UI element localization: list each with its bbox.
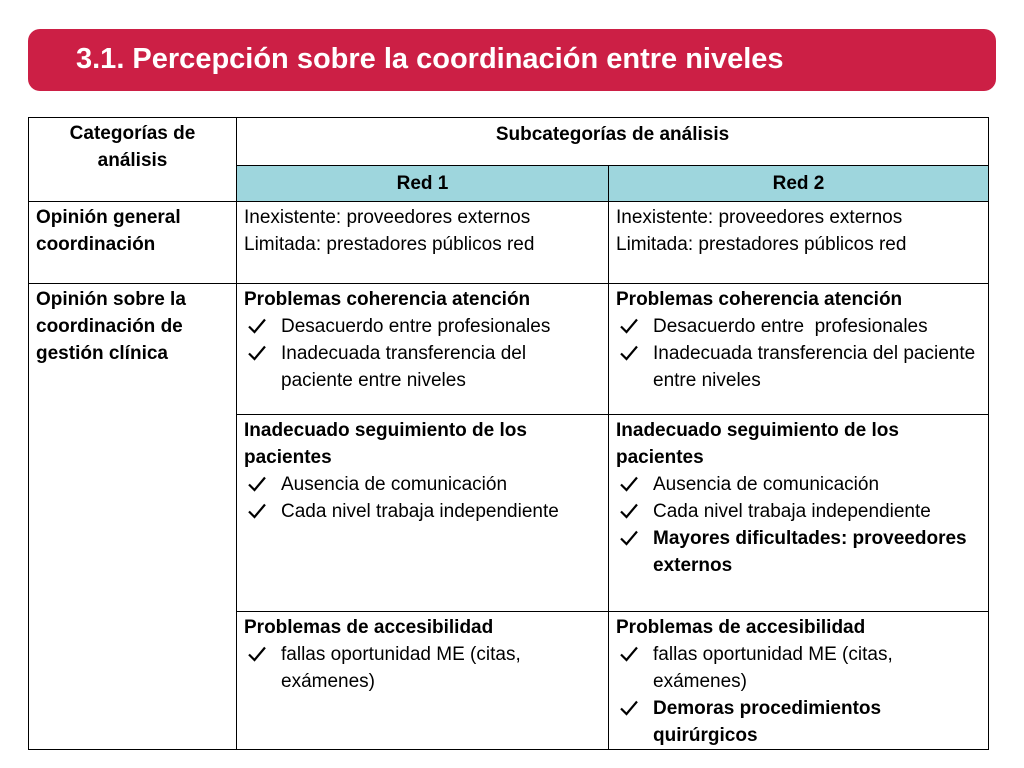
checklist-item-text: Ausencia de comunicación (653, 474, 880, 495)
checklist-item-text: Inadecuada transferencia del paciente entre niveles (281, 343, 527, 391)
header-red-2: Red 2 (609, 166, 989, 202)
checklist-item-text: fallas oportunidad ME (citas, exámenes) (653, 644, 893, 692)
checkmark-icon (248, 646, 266, 662)
checklist-item (244, 340, 601, 394)
checkmark-icon (620, 646, 638, 662)
cell-heading: Problemas coherencia atención (616, 289, 903, 310)
checklist-item (244, 498, 601, 525)
checklist (616, 313, 981, 394)
checkmark-icon (620, 700, 638, 716)
header-row (29, 118, 989, 166)
category-clinical: Opinión sobre la coordinación de gestión clínica (29, 284, 237, 750)
checklist (244, 641, 601, 695)
checklist (616, 471, 981, 579)
checklist-item (616, 471, 981, 498)
checkmark-icon (620, 503, 638, 519)
checkmark-icon (248, 345, 266, 361)
cell-line: Limitada: prestadores públicos red (616, 234, 907, 255)
checkmark-icon (248, 318, 266, 334)
checklist-item (616, 641, 981, 695)
header-subcategories: Subcategorías de análisis (237, 118, 989, 166)
title-bar (28, 29, 996, 91)
checklist-item-text: Ausencia de comunicación (281, 474, 508, 495)
checkmark-icon (248, 503, 266, 519)
checklist-item-text: Mayores dificultades: proveedores externos (653, 528, 967, 576)
checklist-item (616, 498, 981, 525)
checklist-item (244, 313, 601, 340)
checkmark-icon (620, 318, 638, 334)
checkmark-icon (248, 476, 266, 492)
category-general: Opinión general coordinación (29, 202, 237, 284)
cell-line: Inexistente: proveedores externos (616, 207, 903, 228)
cell-red-1 (237, 612, 609, 750)
table-row (29, 202, 989, 284)
analysis-table (28, 117, 989, 750)
checklist-item-text: Inadecuada transferencia del paciente entre niveles (653, 343, 976, 391)
checkmark-icon (620, 476, 638, 492)
cell-red-1 (237, 202, 609, 284)
table-row (29, 284, 989, 415)
cell-red-2 (609, 284, 989, 415)
cell-red-1 (237, 284, 609, 415)
checklist-item-text: Desacuerdo entre profesionales (281, 316, 551, 337)
header-categories: Categorías de análisis (29, 118, 237, 202)
cell-line: Inexistente: proveedores externos (244, 207, 531, 228)
checklist-item (616, 313, 981, 340)
cell-red-2 (609, 415, 989, 612)
cell-red-1 (237, 415, 609, 612)
checklist (616, 641, 981, 749)
header-red-1: Red 1 (237, 166, 609, 202)
checklist-item (244, 641, 601, 695)
checkmark-icon (620, 345, 638, 361)
cell-red-2 (609, 202, 989, 284)
checklist-item (616, 340, 981, 394)
checklist-item-text: Desacuerdo entre profesionales (653, 316, 928, 337)
checklist-item-text: Cada nivel trabaja independiente (281, 501, 559, 522)
cell-heading: Inadecuado seguimiento de los pacientes (244, 420, 527, 468)
cell-heading: Problemas de accesibilidad (616, 617, 866, 638)
checklist-item-text: Demoras procedimientos quirúrgicos (653, 698, 882, 746)
cell-heading: Problemas de accesibilidad (244, 617, 494, 638)
checklist-item-text: Cada nivel trabaja independiente (653, 501, 931, 522)
checklist (244, 471, 601, 525)
checklist-item (616, 695, 981, 749)
checklist-item-text: fallas oportunidad ME (citas, exámenes) (281, 644, 521, 692)
cell-red-2 (609, 612, 989, 750)
slide-title: 3.1. Percepción sobre la coordinación entre niveles (76, 43, 784, 75)
cell-heading: Problemas coherencia atención (244, 289, 531, 310)
checklist-item (616, 525, 981, 579)
checkmark-icon (620, 530, 638, 546)
cell-heading: Inadecuado seguimiento de los pacientes (616, 420, 899, 468)
checklist (244, 313, 601, 394)
checklist-item (244, 471, 601, 498)
cell-line: Limitada: prestadores públicos red (244, 234, 535, 255)
